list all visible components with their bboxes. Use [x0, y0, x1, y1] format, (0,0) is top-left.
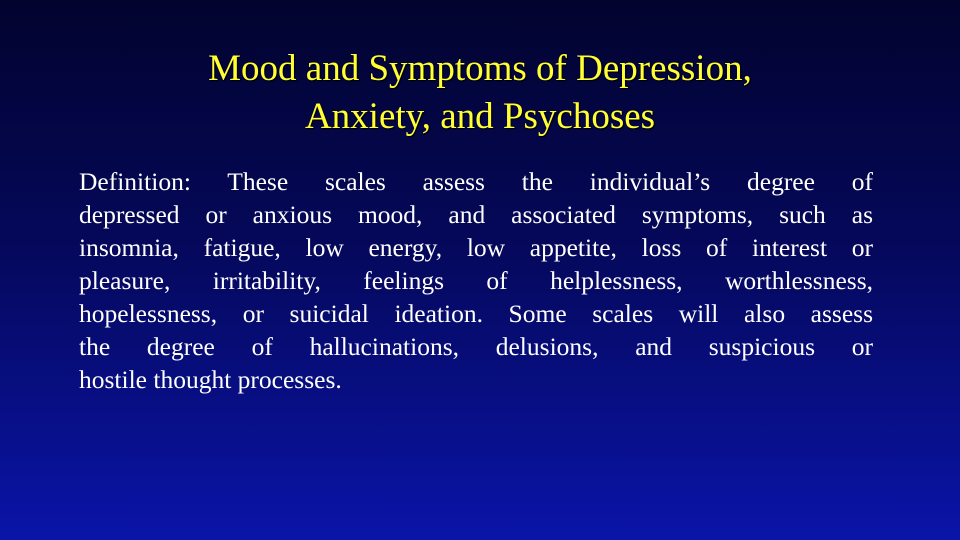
paragraph-line-5: hopelessness, or suicidal ideation. Some scales will also assess [79, 299, 873, 328]
definition-paragraph [79, 165, 873, 396]
paragraph-line-6: the degree of hallucinations, delusions, and suspicious or [79, 332, 873, 361]
paragraph-line-3: insomnia, fatigue, low energy, low appetite, loss of interest or [79, 233, 873, 262]
paragraph-line-7: hostile thought processes. [79, 365, 342, 394]
slide-title [60, 45, 900, 141]
title-line-2: Anxiety, and Psychoses [304, 96, 656, 137]
paragraph-line-4: pleasure, irritability, feelings of helplessness, worthlessness, [79, 266, 873, 295]
paragraph-line-1: Definition: These scales assess the individual’s degree of [79, 167, 873, 196]
title-line-1: Mood and Symptoms of Depression, [208, 48, 752, 89]
paragraph-line-2: depressed or anxious mood, and associated symptoms, such as [79, 200, 873, 229]
